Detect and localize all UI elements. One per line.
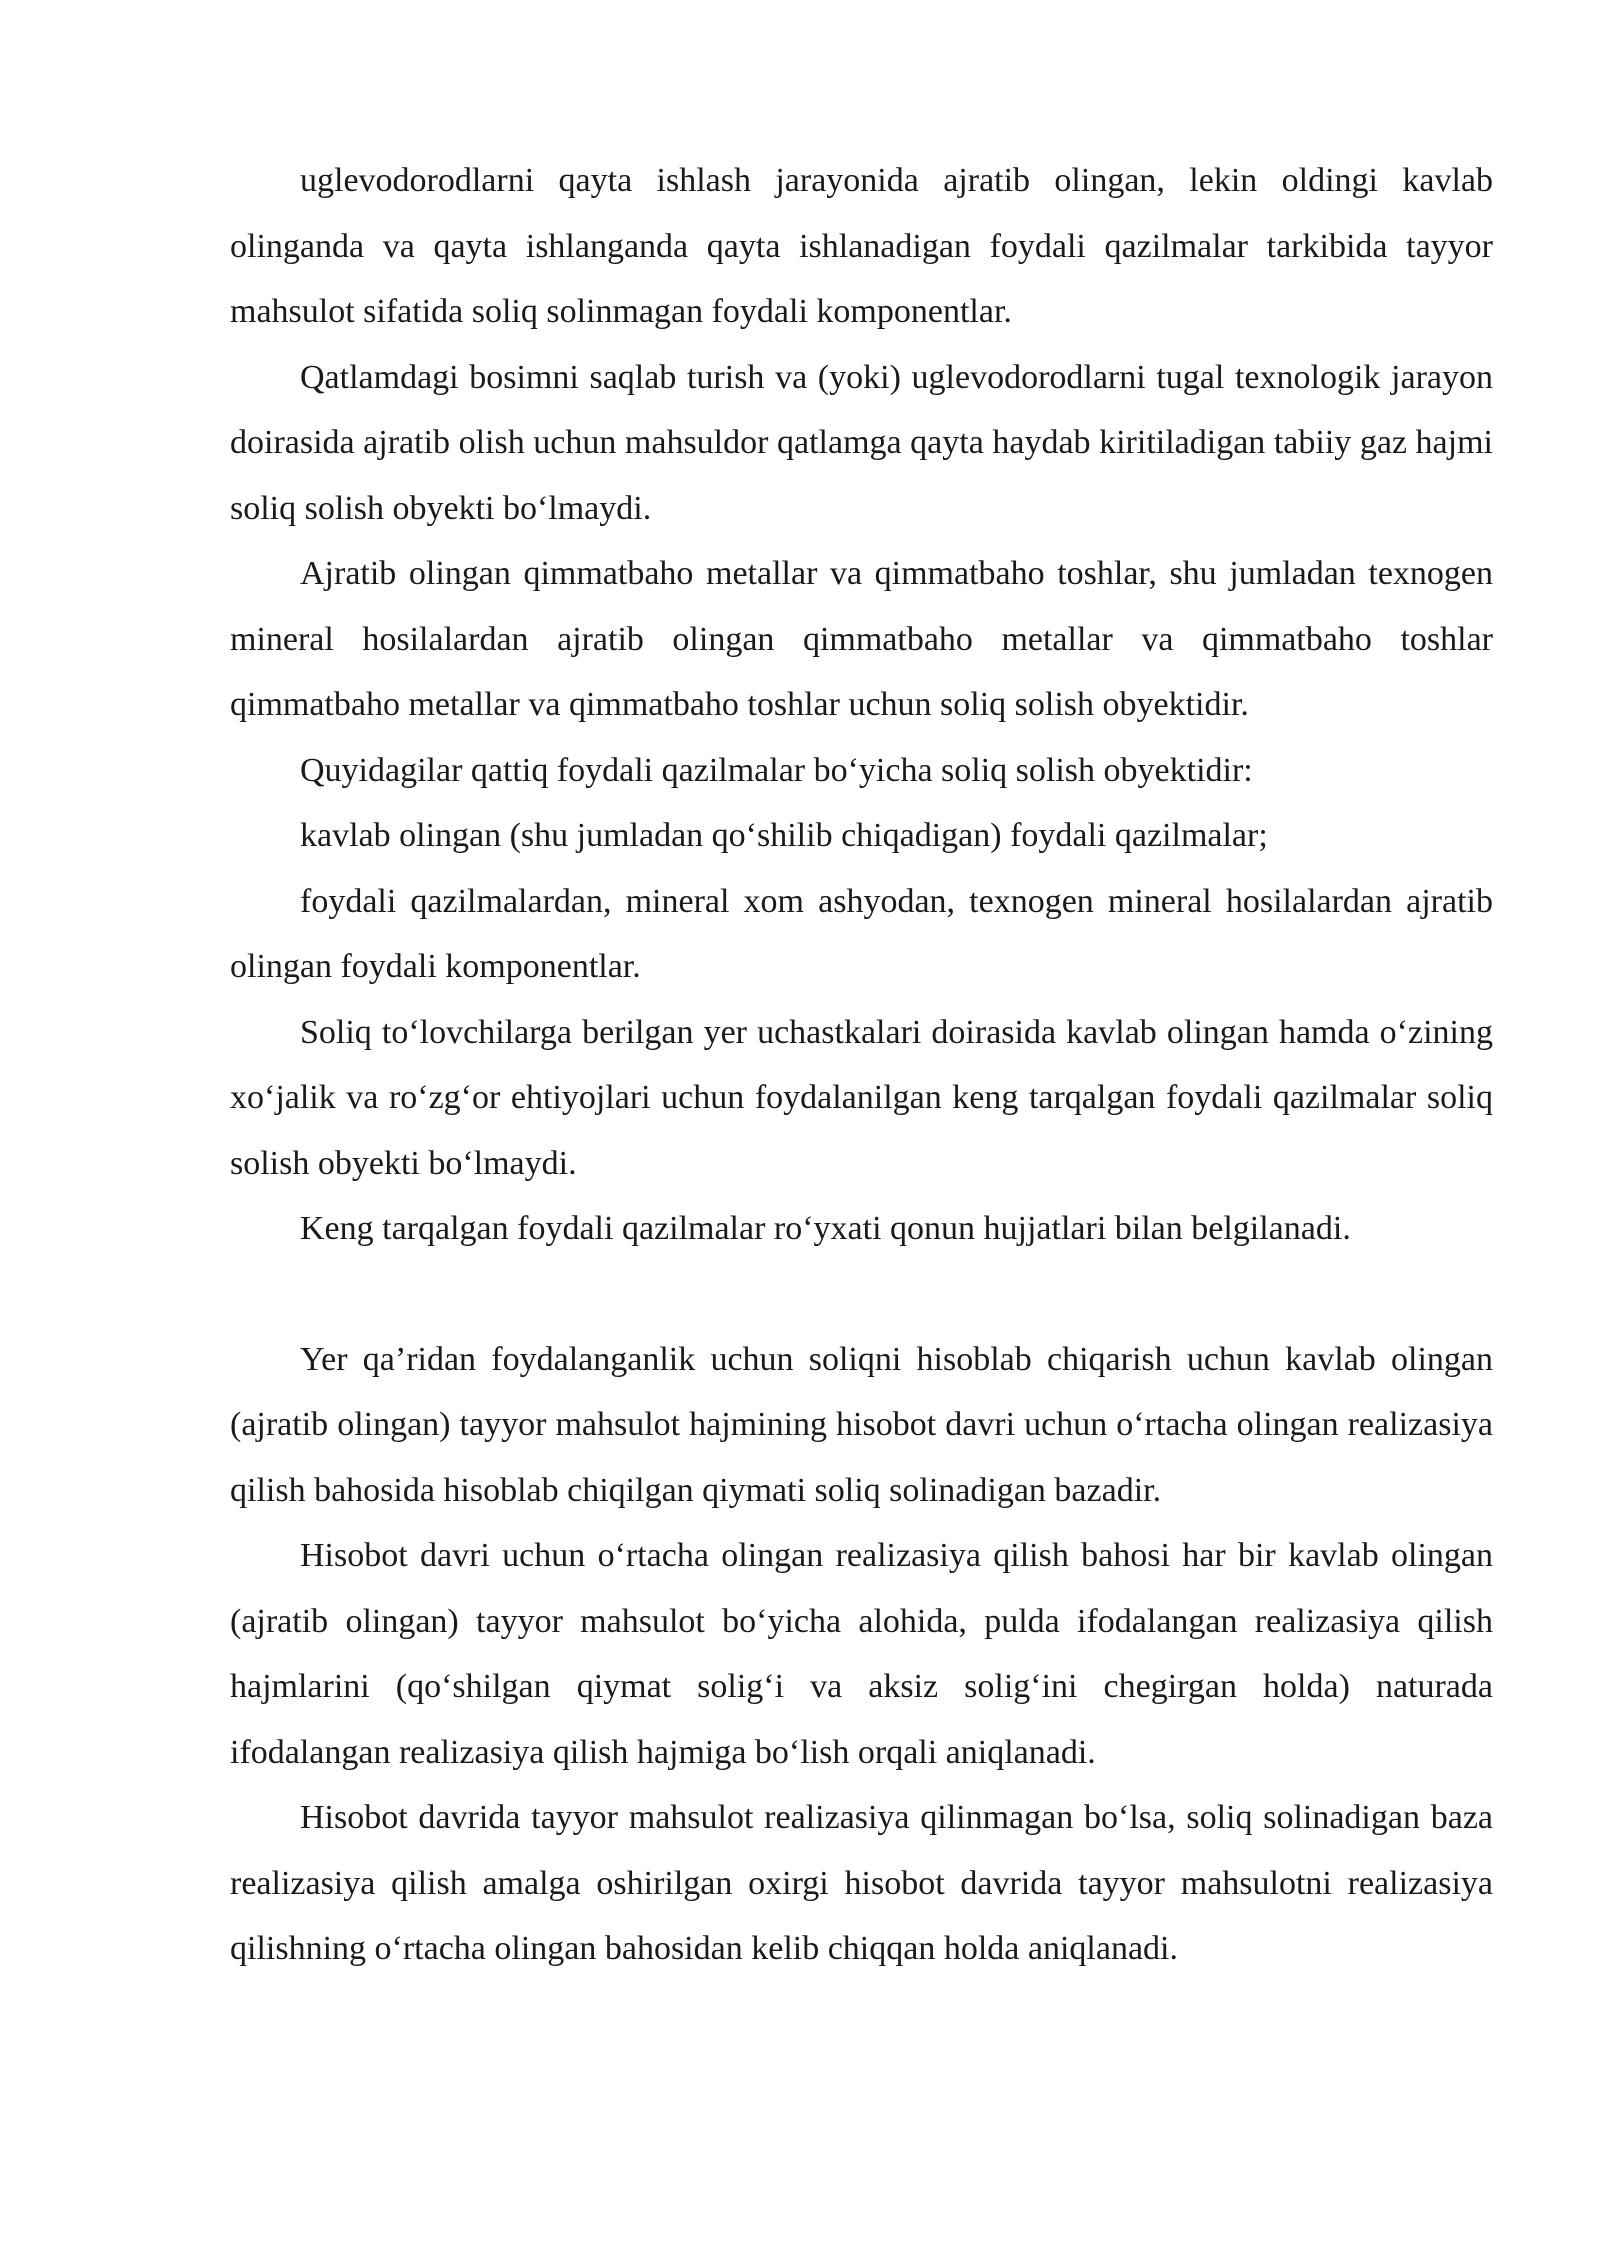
paragraph: uglevodorodlarni qayta ishlash jarayonida ajratib olingan, lekin oldingi kavlab olinganda va qayta ishlanganda qayta ishlanadigan foydali qazilmalar tarkibida tayyor mahsulot sifatida soliq solinmagan foydali komponentlar. (230, 162, 1493, 330)
paragraph: Qatlamdagi bosimni saqlab turish va (yoki) uglevodorodlarni tugal texnologik jarayon doirasida ajratib olish uchun mahsuldor qatlamga qayta haydab kiritiladigan tabiiy gaz hajmi soliq solish obyekti bo‘lmaydi. (230, 358, 1493, 527)
section-spacer (230, 1262, 1493, 1327)
paragraph: foydali qazilmalardan, mineral xom ashyodan, texnogen mineral hosilalardan ajratib olingan foydali komponentlar. (230, 882, 1493, 985)
paragraph: Hisobot davri uchun o‘rtacha olingan realizasiya qilish bahosi har bir kavlab olingan (ajratib olingan) tayyor mahsulot bo‘yicha alohida, pulda ifodalangan realizasiya qilish hajmlarini (qo‘shilgan qiymat solig‘i va aksiz solig‘ini chegirgan holda) naturada ifodalangan realizasiya qilish hajmiga bo‘lish orqali aniqlanadi. (230, 1537, 1493, 1771)
paragraph: kavlab olingan (shu jumladan qo‘shilib chiqadigan) foydali qazilmalar; (300, 817, 1268, 854)
paragraph: Keng tarqalgan foydali qazilmalar ro‘yxati qonun hujjatlari bilan belgilanadi. (300, 1210, 1351, 1247)
paragraph: Soliq to‘lovchilarga berilgan yer uchastkalari doirasida kavlab olingan hamda o‘zining xo‘jalik va ro‘zg‘or ehtiyojlari uchun foydalanilgan keng tarqalgan foydali qazilmalar soliq solish obyekti bo‘lmaydi. (230, 1013, 1493, 1182)
paragraph: Ajratib olingan qimmatbaho metallar va qimmatbaho toshlar, shu jumladan texnogen mineral hosilalardan ajratib olingan qimmatbaho metallar va qimmatbaho toshlar qimmatbaho metallar va qimmatbaho toshlar uchun soliq solish obyektidir. (230, 555, 1493, 723)
paragraph: Yer qa’ridan foydalanganlik uchun soliqni hisoblab chiqarish uchun kavlab olingan (ajratib olingan) tayyor mahsulot hajmining hisobot davri uchun o‘rtacha olingan realizasiya qilish bahosida hisoblab chiqilgan qiymati soliq solinadigan bazadir. (230, 1340, 1493, 1509)
paragraph: Quyidagilar qattiq foydali qazilmalar bo‘yicha soliq solish obyektidir: (300, 751, 1253, 789)
paragraph: Hisobot davrida tayyor mahsulot realizasiya qilinmagan bo‘lsa, soliq solinadigan baza realizasiya qilish amalga oshirilgan oxirgi hisobot davrida tayyor mahsulotni realizasiya qilishning o‘rtacha olingan bahosidan kelib chiqqan holda aniqlanadi. (230, 1799, 1493, 1967)
document-body (230, 148, 1493, 1982)
